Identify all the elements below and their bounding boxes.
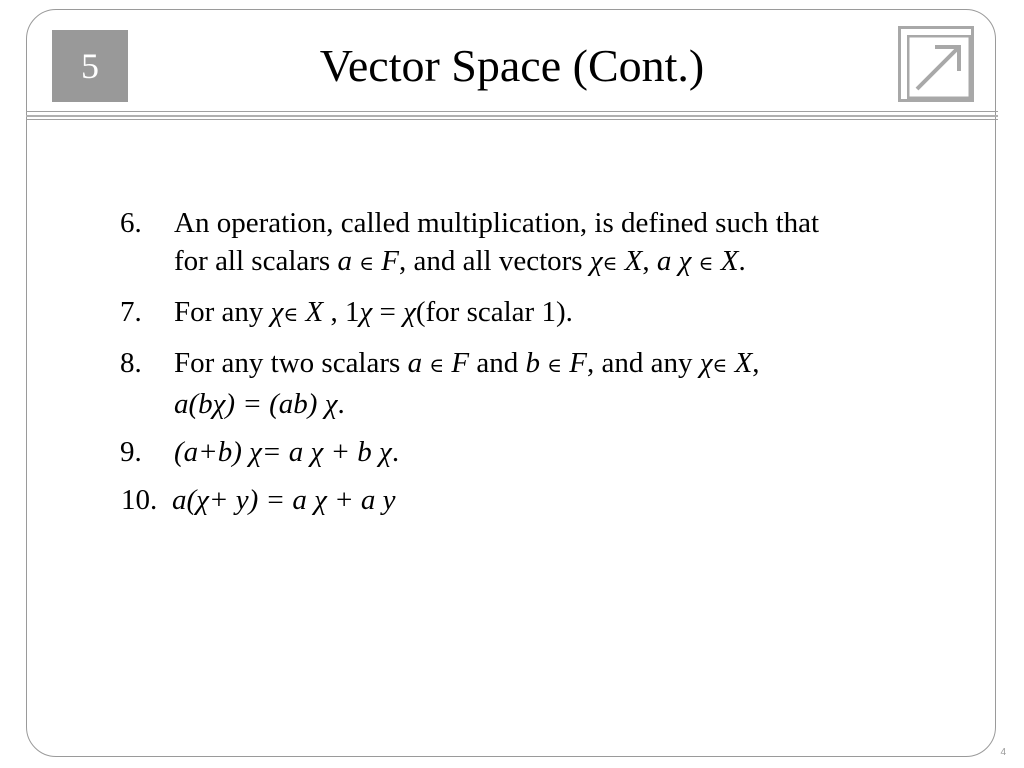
item-text: , (752, 347, 760, 379)
item-text: . (391, 436, 400, 468)
page-number: 4 (1000, 747, 1006, 758)
math-symbol: a (337, 245, 352, 277)
arrow-up-right-icon (907, 35, 971, 99)
item-number: 10. (121, 484, 158, 516)
nav-link-button[interactable] (898, 26, 974, 102)
math-symbol: χ (270, 296, 284, 328)
math-expression: (a+b) χ= a χ + b χ (174, 436, 392, 468)
math-symbol: F (569, 347, 587, 379)
math-symbol: χ (359, 296, 373, 328)
item-line (174, 204, 950, 242)
element-of-symbol: ∈ (283, 304, 299, 326)
equals-sign: = (379, 296, 396, 328)
item-text: , (642, 245, 650, 277)
header-rule (26, 111, 998, 112)
chapter-number: 5 (81, 46, 99, 86)
math-symbol: b (525, 347, 540, 379)
math-symbol: χ (699, 347, 713, 379)
axiom-list (120, 204, 950, 529)
list-item (120, 204, 950, 283)
element-of-symbol: ∈ (602, 253, 618, 275)
item-line (174, 344, 950, 385)
list-item (120, 344, 950, 423)
math-symbol: χ (678, 245, 692, 277)
math-symbol: X (305, 296, 324, 328)
chapter-number-badge (52, 30, 128, 102)
item-text: , (323, 296, 338, 328)
header-rule (26, 115, 998, 117)
math-symbol: F (381, 245, 399, 277)
math-symbol: X (734, 347, 753, 379)
item-text: . (738, 245, 746, 277)
element-of-symbol: ∈ (429, 355, 445, 377)
math-symbol: a (656, 245, 672, 277)
page-title: Vector Space (Cont.) (319, 40, 705, 91)
math-expression: a(χ+ y) = a χ + a y (172, 484, 396, 516)
item-text: For any two scalars (174, 347, 401, 379)
item-text: (for scalar 1). (415, 296, 573, 328)
element-of-symbol: ∈ (359, 253, 375, 275)
item-line (174, 242, 950, 283)
item-line (174, 385, 950, 423)
list-item (120, 481, 950, 519)
item-number: 6. (120, 207, 142, 239)
math-symbol: χ (589, 245, 603, 277)
math-symbol: X (720, 245, 739, 277)
list-item (120, 293, 950, 334)
item-number: 9. (120, 436, 142, 468)
item-text: , and any (587, 347, 693, 379)
item-text: For any (174, 296, 264, 328)
item-text: for all scalars (174, 245, 331, 277)
element-of-symbol: ∈ (712, 355, 728, 377)
item-number: 7. (120, 296, 142, 328)
item-text: , and all vectors (398, 245, 583, 277)
element-of-symbol: ∈ (547, 355, 563, 377)
math-expression: a(bχ) = (ab) χ (174, 388, 338, 420)
math-symbol: F (451, 347, 470, 379)
header-rule (26, 119, 998, 120)
math-symbol: a (407, 347, 423, 379)
item-number: 8. (120, 347, 142, 379)
math-symbol: χ (403, 296, 416, 328)
item-text: 1 (344, 296, 360, 328)
item-text: . (337, 388, 345, 420)
list-item (120, 433, 950, 471)
element-of-symbol: ∈ (698, 253, 714, 275)
math-symbol: X (624, 245, 643, 277)
item-text: An operation, called multiplication, is defined such that (174, 207, 820, 239)
item-text: and (476, 347, 519, 379)
